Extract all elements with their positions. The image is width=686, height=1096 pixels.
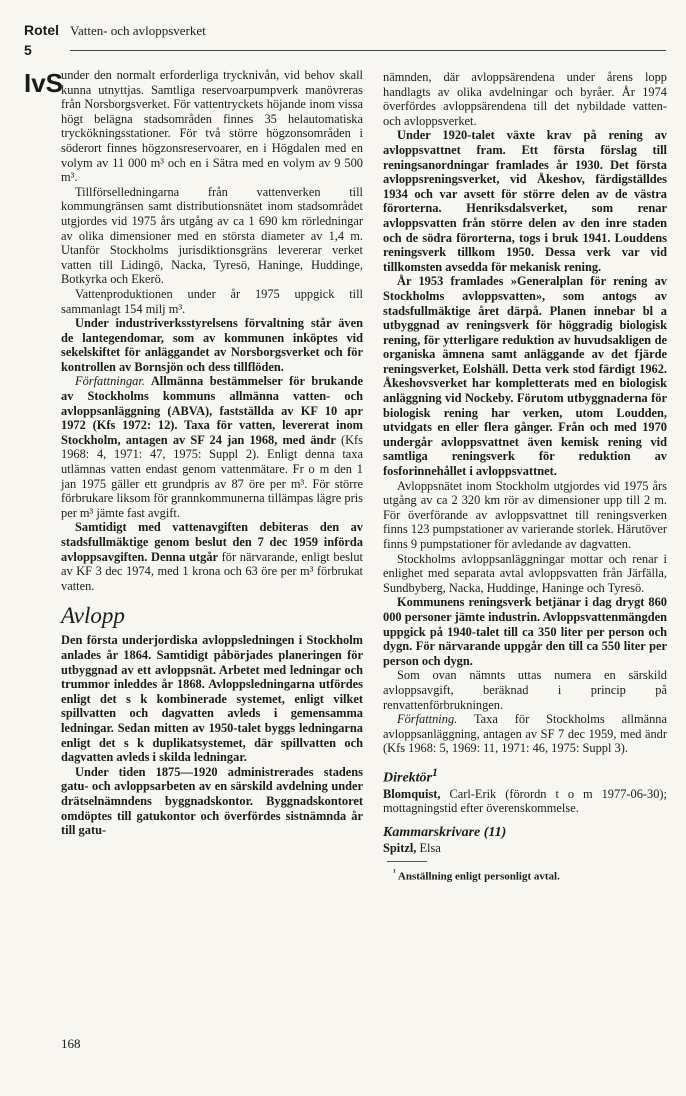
header-code: Rotel [24, 22, 59, 38]
staff-name: Spitzl, [383, 840, 417, 855]
paragraph: Vattenproduktionen under år 1975 uppgick till sammanlagt 154 milj m³. [61, 286, 363, 316]
paragraph: Under industriverksstyrelsens förvaltning står även de lantegendomar, som av kommunen inköptes vid sekelskiftet för anläggandet av Norsborgsverket och för kontrollen av Bornsjön och dess tillflöden. [61, 316, 363, 374]
paragraph-label: Författning. [397, 712, 458, 727]
footnote-ref: 1 [432, 765, 438, 779]
footnote-mark: ¹ [393, 867, 396, 878]
paragraph-text: (Kfs 1968: 4, 1971: 47, 1975: Suppl 2). Enligt denna taxa utlämnas vatten endast genom vattenmätare. Fr o m den 1 jan 1975 gäller ett grundpris av 87 öre per m³. För större förbrukare liksom för grannkommunerna tillämpas lägre pris per m³ jämte fast avgift. [61, 432, 364, 520]
paragraph-bold: Allmänna bestämmelser för brukande av Stockholms kommuns allmänna vatten- och avloppsanläggning (ABVA), fastställda av KF 10 apr 1972 (Kfs 1972: 12). Taxa för vatten, levererat inom Stockholm, antagen av SF 24 jan 1968, med ändr [61, 374, 363, 447]
paragraph-bold: Samtidigt med vattenavgiften debiteras den av stadsfullmäktige genom beslut den 7 dec 1959 införda avloppsavgiften. Denna utgår [61, 520, 363, 564]
page-number: 168 [61, 1036, 81, 1051]
paragraph-text: för närvarande, enligt beslut av KF 3 dec 1974, med 1 krona och 63 öre per m³ förbrukat vatten. [61, 549, 363, 593]
paragraph: Under 1920-talet växte krav på rening av avloppsvattnet fram. Ett första förslag till reningsanordningar framlades år 1930. Det första avloppsreningsverket, vid Åkeshov, färdigställdes 1934 och var avsett för större delen av de västra förorterna. Henriksdalsverket, som renar avloppsvatten från större delen av den inre staden och de södra förorterna, togs i bruk 1941. Louddens reningsverk tillkom 1950. Dessa verk var vid tillkomsten avsedda för mekanisk rening. [383, 128, 667, 274]
footnote-rule [387, 861, 427, 862]
right-column [383, 70, 667, 884]
paragraph: Den första underjordiska avloppsledningen i Stockholm anlades år 1864. Samtidigt påbörjades planeringen för utbyggnad av ett avloppsnät. Arbetet med ledningar och trummor inleddes år 1868. Avloppsledningarna utfördes enligt det s k kombinerade systemet, enligt vilket spillvatten och dagvatten avleds i gemensamma ledningar. Sedan mitten av 1950-talet byggs ledningarna enligt det s k duplikatsystemet, där spillvatten och dagvatten avleds i skilda ledningar. [61, 633, 363, 765]
paragraph [61, 374, 363, 520]
paragraph: nämnden, där avloppsärendena under årens lopp handlagts av olika avdelningar och byråer. År 1974 överfördes avloppsärendena till det nybildade vatten- och avloppsverket. [383, 70, 667, 128]
footnote-text: Anställning enligt personligt avtal. [395, 871, 560, 883]
margin-abbreviation: IvS [24, 68, 64, 98]
staff-entry [383, 787, 667, 816]
paragraph: Tillförselledningarna från vattenverken till kommungränsen samt distributionsnätet inom stadsområdet utgjordes vid 1975 års utgång av ca 1 690 km rörledningar av olika dimensioner med en största diameter av 1,4 m. Utanför Stockholms jurisdiktionsgräns levererar verket vatten till Lidingö, Nacka, Tyresö, Haninge, Huddinge, Botkyrka och Ekerö. [61, 184, 363, 287]
paragraph-text: Taxa för Stockholms allmänna avloppsanläggning, antagen av SF 7 dec 1959, med ändr (Kfs 1968: 5, 1969: 11, 1971: 46, 1975: Suppl 3). [383, 712, 667, 756]
staff-entry [383, 841, 667, 856]
header-title: Vatten- och avloppsverket [70, 23, 206, 38]
paragraph: Under tiden 1875—1920 administrerades stadens gatu- och avloppsarbeten av en särskild avdelning under drätselnämndens byggnadskontor. Byggnadskontoret omdöptes till gatukontor och överfördes sistnämnda år till gatu- [61, 764, 363, 838]
paragraph: Stockholms avloppsanläggningar mottar och renar i enlighet med separata avtal avloppsvatten från Järfälla, Sundbyberg, Nacka, Huddinge, Haninge och Tyresö. [383, 551, 667, 595]
section-title: Avlopp [61, 603, 125, 629]
staff-detail: Carl-Erik (förordn t o m 1977-06-30); mottagningstid efter överenskommelse. [383, 786, 667, 816]
staff-name: Blomquist, [383, 786, 441, 801]
paragraph [383, 712, 667, 756]
paragraph: under den normalt erforderliga trycknivån, vid behov skall kunna utnyttjas. Samtliga reservoarpumpverk manövreras från Norsborgsverket. För vattentryckets höjande inom vissa högt belägna stadsområden finnes 35 helautomatiska tryckökningsstationer. För två större högzonsområden i söderort finnes högzonsreservoarer, en i Högdalen med en volym av 11 000 m³ och en i Sätra med en volym av 9 500 m³. [61, 68, 363, 185]
paragraph: Som ovan nämnts uttas numera en särskild avloppsavgift, beräknad i princip på renvattenförbrukningen. [383, 668, 667, 712]
role-title: Direktör$^1$ [383, 765, 438, 786]
paragraph [61, 520, 363, 593]
staff-detail: Elsa [416, 840, 441, 855]
header-number: 5 [24, 42, 32, 58]
role-title: Kammarskrivare (11) [383, 824, 507, 840]
paragraph: År 1953 framlades »Generalplan för rening av Stockholms avloppsvatten», som antogs av stadsfullmäktige året därpå. Planen innebar bl a utbyggnad av reningsverk för höggradig biologisk rening, för ytterligare reduktion av huvudsakligen de organiska ämnena samt anläggande av det fjärde reningsverket, Eolshäll. Detta verk stod färdigt 1962. Åkeshovsverket har kompletterats med en biologisk anläggning vid Nockeby. Förutom utbyggnaderna för biologisk rening har verken, utom Loudden, utvidgats en eller flera gånger. Från och med 1970 undergår avloppsvattnet även kemisk rening vid samtliga reningsverk för reduktion av fosforinnehållet i avloppsvattnet. [383, 274, 667, 479]
paragraph: Avloppsnätet inom Stockholm utgjordes vid 1975 års utgång av ca 2 320 km rör av dimensioner upp till 2 m. För överförande av avloppsvattnet till reningsverken finns 123 pumpstationer av varierande storlek. Härutöver finns 9 pumpstationer för avledande av dagvatten. [383, 478, 667, 551]
left-column [61, 68, 363, 838]
paragraph: Kommunens reningsverk betjänar i dag drygt 860 000 personer jämte industrin. Avloppsvattenmängden uppgick på 1940-talet till ca 350 liter per person och dygn. För närvarande uppgår den till ca 550 liter per person och dygn. [383, 595, 667, 668]
paragraph-label: Författningar. [75, 374, 145, 389]
footnote [383, 865, 667, 884]
header-rule [70, 50, 666, 51]
